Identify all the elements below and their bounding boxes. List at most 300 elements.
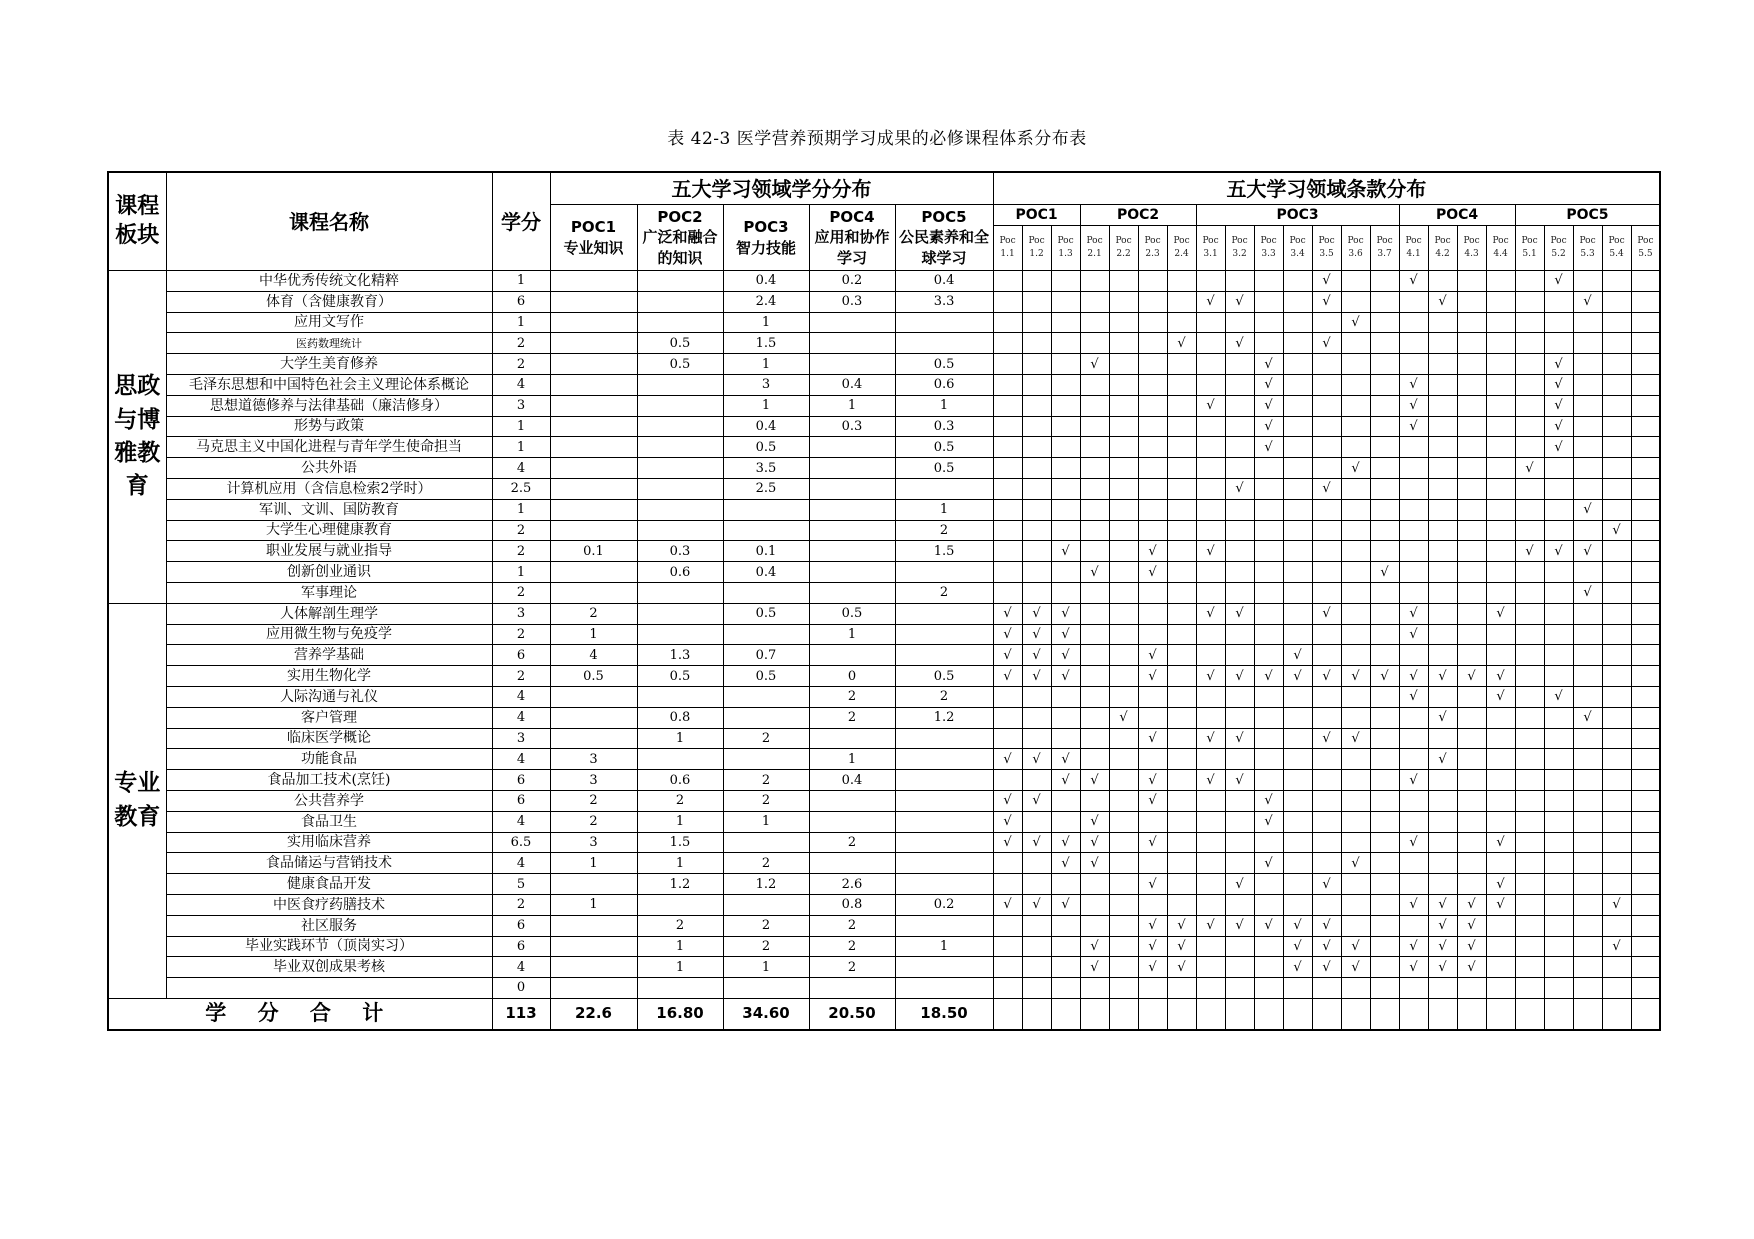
course-name: [166, 978, 492, 999]
clause-cell: [1457, 374, 1486, 395]
poc-credit: 0.3: [895, 416, 993, 437]
table-row: [108, 416, 1660, 437]
clause-cell: [1370, 271, 1399, 292]
clause-check: √: [1225, 478, 1254, 499]
clause-cell: [1457, 458, 1486, 479]
clause-cell: [1515, 520, 1544, 541]
course-credit: 2: [492, 333, 550, 354]
clause-cell: [1428, 541, 1457, 562]
poc-credit: 3: [550, 749, 637, 770]
clause-cell: [1544, 957, 1573, 978]
table-row: [108, 499, 1660, 520]
course-credit: 4: [492, 458, 550, 479]
clause-cell: [1051, 978, 1080, 999]
clause-cell: [1051, 790, 1080, 811]
clause-cell: [1254, 645, 1283, 666]
clause-cell: [1631, 458, 1660, 479]
clause-cell: [1544, 915, 1573, 936]
clause-cell: [1254, 520, 1283, 541]
clause-cell: [993, 478, 1022, 499]
clause-cell: [1051, 333, 1080, 354]
clause-cell: [1457, 707, 1486, 728]
clause-cell: [1283, 520, 1312, 541]
clause-check: √: [1486, 874, 1515, 895]
course-credit: 5: [492, 874, 550, 895]
clause-cell: [993, 499, 1022, 520]
clause-cell: [1196, 832, 1225, 853]
total-clause-cell: [1631, 998, 1660, 1030]
clause-cell: [1283, 458, 1312, 479]
clause-cell: [1544, 291, 1573, 312]
clause-cell: [1051, 707, 1080, 728]
clause-check: √: [993, 603, 1022, 624]
clause-cell: [1283, 478, 1312, 499]
clause-cell: [1080, 437, 1109, 458]
clause-check: √: [1022, 790, 1051, 811]
clause-cell: [1051, 936, 1080, 957]
poc-credit: 1: [895, 936, 993, 957]
table-row: [108, 395, 1660, 416]
clause-cell: [1283, 811, 1312, 832]
clause-cell: [1573, 395, 1602, 416]
clause-cell: [1341, 645, 1370, 666]
clause-cell: [1196, 686, 1225, 707]
course-credit: 2: [492, 894, 550, 915]
clause-cell: [1080, 395, 1109, 416]
clause-cell: [1370, 894, 1399, 915]
clause-check: √: [1428, 291, 1457, 312]
poc-credit: [550, 686, 637, 707]
course-name: 客户管理: [166, 707, 492, 728]
poc-credit: 2.4: [723, 291, 809, 312]
clause-cell: [1428, 603, 1457, 624]
clause-cell: [1341, 499, 1370, 520]
table-row: [108, 728, 1660, 749]
clause-check: √: [1486, 894, 1515, 915]
clause-cell: [1602, 915, 1631, 936]
clause-check: √: [1254, 853, 1283, 874]
clause-cell: [1544, 624, 1573, 645]
clause-cell: [1080, 520, 1109, 541]
clause-cell: [1051, 395, 1080, 416]
poc-credit: [637, 624, 723, 645]
clause-cell: [1515, 562, 1544, 583]
poc-credit: 0.5: [809, 603, 895, 624]
clause-cell: [1457, 520, 1486, 541]
course-name: 创新创业通识: [166, 562, 492, 583]
clause-cell: [993, 770, 1022, 791]
course-name: 体育（含健康教育）: [166, 291, 492, 312]
clause-cell: [1080, 499, 1109, 520]
clause-check: √: [1051, 770, 1080, 791]
clause-cell: [1109, 957, 1138, 978]
clause-check: √: [1457, 957, 1486, 978]
clause-cell: [1515, 666, 1544, 687]
clause-cell: [1341, 437, 1370, 458]
clause-cell: [1370, 915, 1399, 936]
clause-cell: [1399, 312, 1428, 333]
clause-cell: [1051, 686, 1080, 707]
clause-cell: [1138, 894, 1167, 915]
clause-cell: [1109, 416, 1138, 437]
clause-cell: [1167, 811, 1196, 832]
clause-check: √: [1196, 541, 1225, 562]
clause-cell: [1631, 645, 1660, 666]
poc-credit: [809, 645, 895, 666]
clause-check: √: [1254, 354, 1283, 375]
poc-credit: 1: [723, 811, 809, 832]
clause-cell: [1196, 978, 1225, 999]
clause-cell: [1457, 478, 1486, 499]
clause-check: √: [1312, 936, 1341, 957]
clause-cell: [1022, 416, 1051, 437]
clause-check: √: [1602, 520, 1631, 541]
table-row: [108, 832, 1660, 853]
poc-credit: [637, 437, 723, 458]
total-clause-cell: [1544, 998, 1573, 1030]
clause-check: √: [1312, 666, 1341, 687]
clause-cell: [1428, 624, 1457, 645]
clause-cell: [1167, 271, 1196, 292]
clause-cell: [1370, 874, 1399, 895]
clause-cell: [1051, 915, 1080, 936]
clause-cell: [1370, 582, 1399, 603]
clause-cell: [1370, 978, 1399, 999]
clause-cell: [1573, 915, 1602, 936]
clause-cell: [1573, 936, 1602, 957]
course-name: 毕业实践环节（顶岗实习）: [166, 936, 492, 957]
poc-credit: 2: [723, 936, 809, 957]
clause-cell: [1573, 645, 1602, 666]
poc-credit: 0.5: [895, 458, 993, 479]
poc-credit: 1.2: [723, 874, 809, 895]
course-name: 健康食品开发: [166, 874, 492, 895]
clause-cell: [1051, 520, 1080, 541]
clause-check: √: [1051, 603, 1080, 624]
clause-cell: [1022, 874, 1051, 895]
clause-cell: [1254, 832, 1283, 853]
clause-check: √: [1080, 957, 1109, 978]
clause-cell: [1080, 894, 1109, 915]
poc-credit: 1: [809, 749, 895, 770]
header-clause-11: Poc 3.4: [1283, 226, 1312, 271]
course-credit: 6.5: [492, 832, 550, 853]
clause-check: √: [1051, 749, 1080, 770]
clause-cell: [1457, 333, 1486, 354]
clause-cell: [1631, 936, 1660, 957]
clause-check: √: [1399, 936, 1428, 957]
clause-cell: [1602, 499, 1631, 520]
course-credit: 1: [492, 499, 550, 520]
clause-cell: [1602, 582, 1631, 603]
clause-cell: [1138, 520, 1167, 541]
clause-cell: [1399, 478, 1428, 499]
course-credit: 6: [492, 770, 550, 791]
clause-check: √: [1138, 645, 1167, 666]
clause-cell: [1457, 395, 1486, 416]
clause-cell: [1167, 458, 1196, 479]
clause-cell: [1312, 499, 1341, 520]
course-credit: 6: [492, 291, 550, 312]
clause-cell: [1167, 499, 1196, 520]
clause-cell: [1167, 645, 1196, 666]
clause-cell: [1312, 832, 1341, 853]
clause-cell: [1370, 520, 1399, 541]
clause-cell: [1515, 395, 1544, 416]
poc-credit: [550, 728, 637, 749]
clause-cell: [1544, 832, 1573, 853]
clause-cell: [1051, 874, 1080, 895]
clause-cell: [1138, 271, 1167, 292]
clause-cell: [993, 541, 1022, 562]
clause-cell: [1225, 686, 1254, 707]
clause-cell: [1022, 333, 1051, 354]
course-credit: 1: [492, 437, 550, 458]
clause-cell: [1515, 271, 1544, 292]
clause-cell: [1457, 770, 1486, 791]
clause-cell: [1573, 957, 1602, 978]
header-poc-3: [723, 205, 809, 271]
clause-cell: [1457, 416, 1486, 437]
clause-cell: [1341, 541, 1370, 562]
clause-cell: [1138, 853, 1167, 874]
clause-cell: [1109, 728, 1138, 749]
clause-cell: [1602, 666, 1631, 687]
clause-cell: [1370, 458, 1399, 479]
clause-cell: [1196, 707, 1225, 728]
course-credit: 4: [492, 749, 550, 770]
poc-credit: 3: [723, 374, 809, 395]
poc-credit: 3: [550, 832, 637, 853]
poc-credit: [550, 333, 637, 354]
clause-cell: [1602, 458, 1631, 479]
poc-credit: [809, 333, 895, 354]
course-name: 形势与政策: [166, 416, 492, 437]
total-poc-credit: 16.80: [637, 998, 723, 1030]
clause-cell: [1138, 624, 1167, 645]
clause-cell: [1631, 770, 1660, 791]
course-name: 毕业双创成果考核: [166, 957, 492, 978]
course-name: 实用生物化学: [166, 666, 492, 687]
clause-cell: [1631, 894, 1660, 915]
clause-cell: [1428, 853, 1457, 874]
clause-cell: [1138, 978, 1167, 999]
header-clause-group-1: POC1: [993, 205, 1080, 226]
clause-cell: [1225, 749, 1254, 770]
clause-cell: [1515, 437, 1544, 458]
clause-cell: [1167, 978, 1196, 999]
clause-cell: [1080, 686, 1109, 707]
table-row: [108, 811, 1660, 832]
poc-credit: 0.6: [637, 770, 723, 791]
clause-cell: [993, 395, 1022, 416]
poc-credit: 0.8: [637, 707, 723, 728]
clause-check: √: [1225, 728, 1254, 749]
clause-check: √: [1428, 936, 1457, 957]
clause-cell: [1254, 478, 1283, 499]
clause-cell: [1196, 354, 1225, 375]
clause-cell: [1631, 416, 1660, 437]
clause-cell: [1080, 666, 1109, 687]
clause-cell: [1254, 749, 1283, 770]
clause-check: √: [1138, 790, 1167, 811]
clause-check: √: [1544, 395, 1573, 416]
header-clause-12: Poc 3.5: [1312, 226, 1341, 271]
clause-check: √: [1080, 770, 1109, 791]
clause-cell: [1225, 624, 1254, 645]
clause-cell: [1602, 707, 1631, 728]
clause-cell: [1486, 499, 1515, 520]
poc-name: 广泛和融合的知识: [642, 228, 718, 267]
clause-cell: [1631, 520, 1660, 541]
header-clause-8: Poc 3.1: [1196, 226, 1225, 271]
clause-cell: [1051, 437, 1080, 458]
poc-credit: [637, 749, 723, 770]
table-row: [108, 603, 1660, 624]
clause-cell: [1602, 312, 1631, 333]
poc-credit: 2.6: [809, 874, 895, 895]
clause-cell: [1167, 312, 1196, 333]
poc-credit: [550, 915, 637, 936]
header-clause-group-3: POC3: [1196, 205, 1399, 226]
clause-check: √: [1312, 957, 1341, 978]
poc-credit: 2: [809, 936, 895, 957]
course-credit: 2: [492, 624, 550, 645]
clause-cell: [1109, 978, 1138, 999]
poc-name: 公民素养和全球学习: [899, 228, 990, 267]
clause-cell: [1457, 874, 1486, 895]
poc-code: POC3: [743, 218, 789, 237]
clause-cell: [1080, 416, 1109, 437]
poc-credit: 1: [723, 312, 809, 333]
clause-cell: [1167, 770, 1196, 791]
clause-cell: [1573, 271, 1602, 292]
clause-cell: [1486, 354, 1515, 375]
clause-check: √: [1080, 354, 1109, 375]
clause-cell: [1573, 312, 1602, 333]
clause-cell: [1370, 728, 1399, 749]
total-clause-cell: [1022, 998, 1051, 1030]
clause-cell: [1602, 978, 1631, 999]
clause-cell: [1573, 686, 1602, 707]
clause-cell: [1254, 770, 1283, 791]
clause-cell: [1515, 874, 1544, 895]
clause-cell: [1254, 707, 1283, 728]
poc-credit: 1: [723, 957, 809, 978]
clause-check: √: [1486, 686, 1515, 707]
clause-cell: [1022, 541, 1051, 562]
poc-credit: [895, 624, 993, 645]
clause-cell: [1022, 312, 1051, 333]
poc-code: POC2: [657, 208, 703, 227]
clause-cell: [1196, 790, 1225, 811]
clause-cell: [1167, 603, 1196, 624]
clause-cell: [993, 458, 1022, 479]
clause-cell: [1312, 582, 1341, 603]
clause-check: √: [1225, 874, 1254, 895]
clause-cell: [1225, 374, 1254, 395]
clause-cell: [1283, 603, 1312, 624]
poc-code: POC4: [829, 208, 875, 227]
clause-cell: [1573, 894, 1602, 915]
clause-check: √: [1486, 666, 1515, 687]
clause-cell: [1283, 541, 1312, 562]
course-name: 计算机应用（含信息检索2学时）: [166, 478, 492, 499]
clause-cell: [1486, 562, 1515, 583]
clause-cell: [1544, 312, 1573, 333]
poc-credit: [809, 978, 895, 999]
clause-check: √: [1486, 603, 1515, 624]
clause-cell: [1515, 728, 1544, 749]
poc-credit: 1.2: [637, 874, 723, 895]
clause-cell: [1109, 832, 1138, 853]
clause-cell: [1341, 749, 1370, 770]
clause-cell: [1138, 333, 1167, 354]
course-credit: 4: [492, 374, 550, 395]
clause-cell: [1080, 541, 1109, 562]
header-poc-2: [637, 205, 723, 271]
clause-check: √: [1138, 936, 1167, 957]
curriculum-table: [107, 171, 1661, 1031]
poc-credit: 1: [637, 811, 723, 832]
clause-cell: [1486, 437, 1515, 458]
header-clause-15: Poc 4.1: [1399, 226, 1428, 271]
poc-name: 应用和协作学习: [814, 228, 890, 267]
poc-credit: 0.1: [723, 541, 809, 562]
clause-cell: [1167, 541, 1196, 562]
clause-cell: [1631, 624, 1660, 645]
clause-cell: [1283, 499, 1312, 520]
poc-credit: 1.5: [723, 333, 809, 354]
clause-cell: [1051, 562, 1080, 583]
table-row: [108, 291, 1660, 312]
clause-cell: [1486, 416, 1515, 437]
header-clause-6: Poc 2.3: [1138, 226, 1167, 271]
course-credit: 1: [492, 271, 550, 292]
header-clause-group-4: POC4: [1399, 205, 1515, 226]
clause-cell: [1080, 645, 1109, 666]
clause-cell: [1109, 894, 1138, 915]
poc-credit: [550, 354, 637, 375]
clause-check: √: [1573, 582, 1602, 603]
poc-credit: 2: [895, 582, 993, 603]
poc-credit: 2: [723, 770, 809, 791]
clause-cell: [1196, 582, 1225, 603]
clause-check: √: [1602, 936, 1631, 957]
clause-cell: [1544, 811, 1573, 832]
table-row: [108, 853, 1660, 874]
clause-cell: [1312, 312, 1341, 333]
clause-cell: [1399, 520, 1428, 541]
poc-credit: 2: [723, 915, 809, 936]
total-clause-cell: [1167, 998, 1196, 1030]
course-credit: 2: [492, 582, 550, 603]
clause-cell: [1109, 874, 1138, 895]
total-clause-cell: [1573, 998, 1602, 1030]
table-row: [108, 666, 1660, 687]
clause-cell: [1109, 562, 1138, 583]
course-name: 军训、文训、国防教育: [166, 499, 492, 520]
clause-cell: [993, 853, 1022, 874]
clause-cell: [1573, 624, 1602, 645]
poc-credit: [723, 520, 809, 541]
clause-cell: [1631, 312, 1660, 333]
clause-cell: [1341, 915, 1370, 936]
clause-check: √: [1312, 271, 1341, 292]
poc-credit: [550, 374, 637, 395]
poc-credit: [895, 874, 993, 895]
clause-cell: [1399, 645, 1428, 666]
